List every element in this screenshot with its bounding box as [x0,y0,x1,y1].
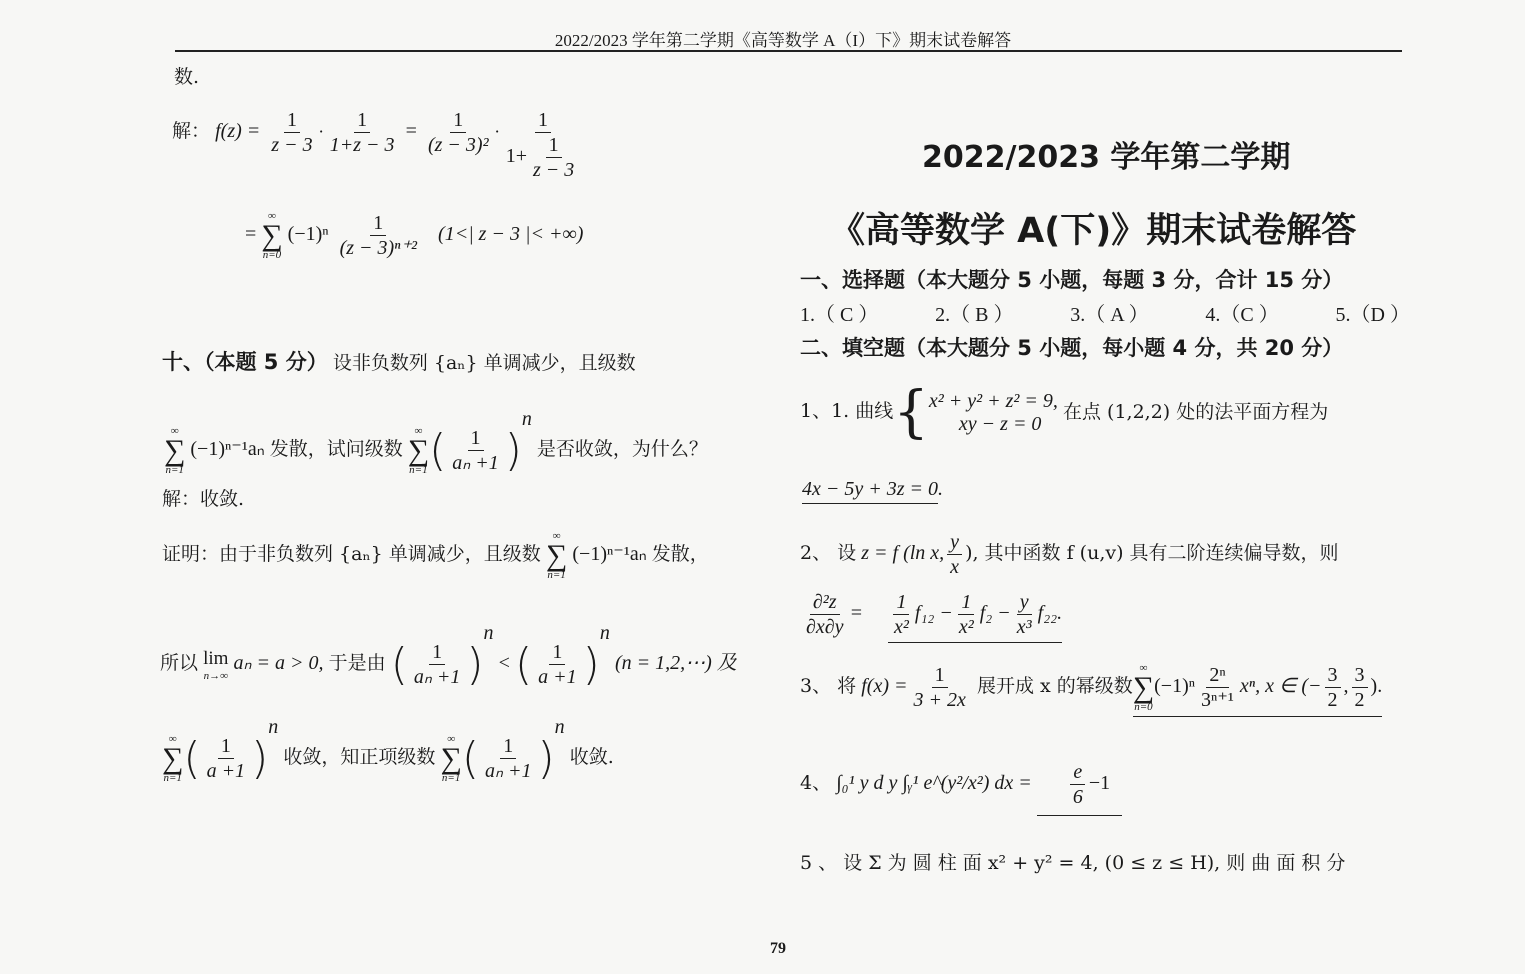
numerator: 1 [468,426,484,451]
denominator: 6 [1072,786,1083,808]
question-label: 4、 [800,772,832,795]
sum-lower: n=1 [165,463,184,476]
numerator: ∂²z [810,590,840,615]
fill-question-5: 5 、 设 Σ 为 圆 柱 面 x² + y² = 4, (0 ≤ z ≤ H), 则 曲 面 积 分 [800,852,1346,874]
series-term: (−1)ⁿ⁻¹aₙ [190,438,265,460]
sum-upper: ∞ [170,424,179,437]
denominator: 3 + 2x [913,689,966,712]
term: f₂₂. [1037,602,1063,625]
sum-upper: ∞ [552,530,561,542]
denominator: (z − 3)ⁿ⁺² [339,237,418,259]
choice-answer: 3.（ A ） [1070,304,1149,326]
question-text: 在点 (1,2,2) 处的法平面方程为 [1063,401,1329,423]
numerator: 1 [354,108,370,133]
answer: 4x − 5y + 3z = 0 [802,478,938,504]
series-term: (−1)ⁿ⁻¹aₙ [572,543,647,565]
limit-symbol: lim [203,647,229,669]
proof-text: 收敛，知正项级数 [283,746,436,768]
running-header: 2022/2023 学年第二学期《高等数学 A（I）下》期末试卷解答 [554,31,1012,50]
previous-text-end: 数. [174,66,200,88]
term: f₂ − [979,602,1011,625]
denominator: x³ [1016,616,1032,638]
question-label: 2、 设 [800,542,857,564]
header-rule [175,50,1402,52]
numerator: 1 [932,663,948,688]
fill-answer-2 [800,590,1062,643]
denominator: 2 [1354,689,1365,711]
numerator: 3 [1352,663,1368,688]
question-label: 1、1. 曲线 [800,400,894,422]
denominator: aₙ +1 [452,451,499,474]
equals: = [245,223,257,246]
equation: x² + y² + z² = 9, [928,389,1058,412]
sum-lower: n=1 [163,772,182,784]
exponent: n [483,622,494,644]
numerator: 1 [429,640,445,665]
term: f₁₂ − [914,602,953,625]
question-text: 发散，试问级数 [269,439,403,460]
period: . [938,478,944,500]
equals: = [849,602,864,625]
choice-answer: 1.（ C ） [800,304,879,326]
answer-converges: 解：收敛. [162,488,245,510]
sign-term: (−1)ⁿ [287,223,329,246]
proof-text: 所以 [160,652,199,674]
numerator: 1 [893,590,909,615]
proof-line-2: 所以 lim n→∞ aₙ = a > 0, 于是由 ( $\frac{1}{\text{aₙ +1}}$ )$^n$ < ( $\frac{1}{a +1}$ )$^n$ (n = 1,2,⋯) 及 [160,622,737,690]
fill-answer-1 [802,478,943,501]
exam-title-line-2: 《高等数学 A(下)》期末试卷解答 [830,211,1357,251]
sum-lower: n=0 [1134,701,1153,713]
exponent: n [599,622,610,644]
choice-answers [800,298,1410,327]
sum-lower: n=1 [441,772,461,784]
numerator: 1 [450,108,466,133]
denominator: aₙ +1 [413,666,461,688]
sum-upper: ∞ [447,733,456,745]
function-expr: f(x) = [861,675,908,698]
comma: , [1343,675,1349,698]
denominator: a +1 [206,760,246,782]
numerator: 1 [535,108,551,133]
close-paren: ). [1370,675,1383,698]
proof-text: 于是由 [328,652,386,674]
denominator: z − 3 [532,159,575,181]
function-expr: z = f (ln x, [861,542,945,564]
fill-question-3: 3、 将 f(x) = $\frac{1}{3 + 2x}$ 展开成 x 的幂级数 ∞ ∑ n=0 (−1)ⁿ $\frac{\text{2ⁿ}}{\text{3ⁿ⁺¹}}$ xⁿ, x ∈ (− $\frac{3}{2}$ , $\frac{3}{2}$ ). [800,662,1382,717]
sum-upper: ∞ [414,424,423,437]
denominator: x² [958,616,974,638]
numerator: 1 [958,590,974,615]
proof-line-1: 证明：由于非负数列 {aₙ} 单调减少，且级数 ∞ ∑ n=1 (−1)ⁿ⁻¹aₙ 发散， [162,530,709,581]
exponent: n [554,716,565,738]
sum-lower: n=0 [262,249,282,261]
fill-question-2 [800,530,1339,579]
numerator: 2ⁿ [1206,663,1228,688]
denominator: 2 [1327,689,1338,711]
denominator-part: 1+ [505,145,527,168]
denominator: z − 3 [271,134,313,156]
fill-question-4 [800,760,1122,816]
solution-formula-2: = ∞ ∑ n=0 (−1)ⁿ $\frac{1}{\text{(z − 3)ⁿ⁺²}}$ (1<| z − 3 |< +∞) [245,210,584,261]
question-10 [162,346,636,376]
index-range: (n = 1,2,⋯) 及 [614,652,737,674]
numerator: e [1070,760,1085,785]
sum-upper: ∞ [268,210,276,222]
numerator: 1 [500,734,516,759]
question-10-text: 设非负数列 {aₙ} 单调减少，且级数 [332,352,636,374]
denominator: x² [894,616,909,638]
section-2-heading: 二、填空题（本大题分 5 小题，每小题 4 分，共 20 分） [800,336,1344,360]
proof-text: 发散， [651,543,709,565]
proof-line-3: ∞ ∑ n=1 ( $\frac{1}{a +1}$ )$^n$ 收敛，知正项级数 ∞ ∑ n=1 ( $\frac{1}{\text{aₙ +1}}$ )$^n$ 收敛. [162,716,614,784]
question-10-title: 十、（本题 5 分） [162,350,328,374]
choice-answer: 4.（C ） [1205,304,1279,326]
exponent: n [521,408,532,430]
limit-expression: aₙ = a > 0, [233,652,324,674]
choice-answer: 5.（D ） [1335,304,1410,326]
question-text: 展开成 x 的幂级数 [976,675,1133,698]
sum-lower: n=1 [547,569,566,581]
answer-rest: −1 [1088,772,1111,795]
solution-formula-1: 解： f(z) = $\frac{1}{z - 3}$ · $\frac{1}{1+z - 3}$ = $\frac{1}{\text{(z − 3)²}}$ · 1 1+ $\frac{1}{z - 3}$ [172,108,586,182]
sum-upper: ∞ [168,733,177,745]
formula-lhs: f(z) = [215,120,261,142]
numerator: y [947,530,962,555]
numerator: 3 [1325,663,1341,688]
numerator: 1 [546,133,562,158]
denominator: 1+z − 3 [329,134,395,156]
question-10-series: ∞ ∑ n=1 (−1)ⁿ⁻¹aₙ 发散，试问级数 ∞ ∑ n=1 ( $\frac{1}{\text{aₙ +1}}$ )$^n$ 是否收敛，为什么？ [164,408,708,476]
exam-title-line-1: 2022/2023 学年第二学期 [922,140,1291,175]
fill-question-1: 1、1. 曲线{ x² + y² + z² = 9, xy − z = 0 在点 (1,2,2) 处的法平面方程为 [800,380,1329,445]
limit-subscript: n→∞ [203,669,228,682]
exponent: n [268,716,279,738]
denominator: a +1 [538,666,577,688]
choice-answer: 2.（ B ） [935,304,1014,326]
question-text: ), 其中函数 f (u,v) 具有二阶连续偏导数，则 [965,542,1339,564]
numerator: y [1017,590,1032,615]
denominator: 3ⁿ⁺¹ [1201,689,1234,711]
equation: xy − z = 0 [958,412,1042,435]
denominator: ∂x∂y [806,616,844,638]
question-text-end: 是否收敛，为什么？ [536,439,708,460]
sum-upper: ∞ [1139,662,1148,674]
denominator: (z − 3)² [427,134,489,156]
denominator: aₙ +1 [485,760,532,782]
page-number: 79 [770,940,786,957]
numerator: 1 [370,211,386,236]
proof-text: 证明：由于非负数列 {aₙ} 单调减少，且级数 [162,543,541,565]
proof-text: 收敛. [569,746,614,768]
sign-term: (−1)ⁿ [1154,675,1196,698]
numerator: 1 [549,640,565,665]
integral-expr: ∫₀¹ y d y ∫ᵧ¹ e^(y²/x²) dx = [836,772,1032,795]
denominator: x [950,556,960,578]
convergence-range: (1<| z − 3 |< +∞) [438,223,584,246]
series-rest: xⁿ, x ∈ (− [1239,675,1322,698]
sum-lower: n=1 [409,463,428,476]
question-label: 3、 将 [800,675,857,698]
less-than: < [498,652,510,674]
solution-label: 解： [172,120,211,142]
numerator: 1 [218,734,234,759]
section-1-heading: 一、选择题（本大题分 5 小题，每题 3 分，合计 15 分） [800,268,1344,292]
numerator: 1 [284,108,300,133]
